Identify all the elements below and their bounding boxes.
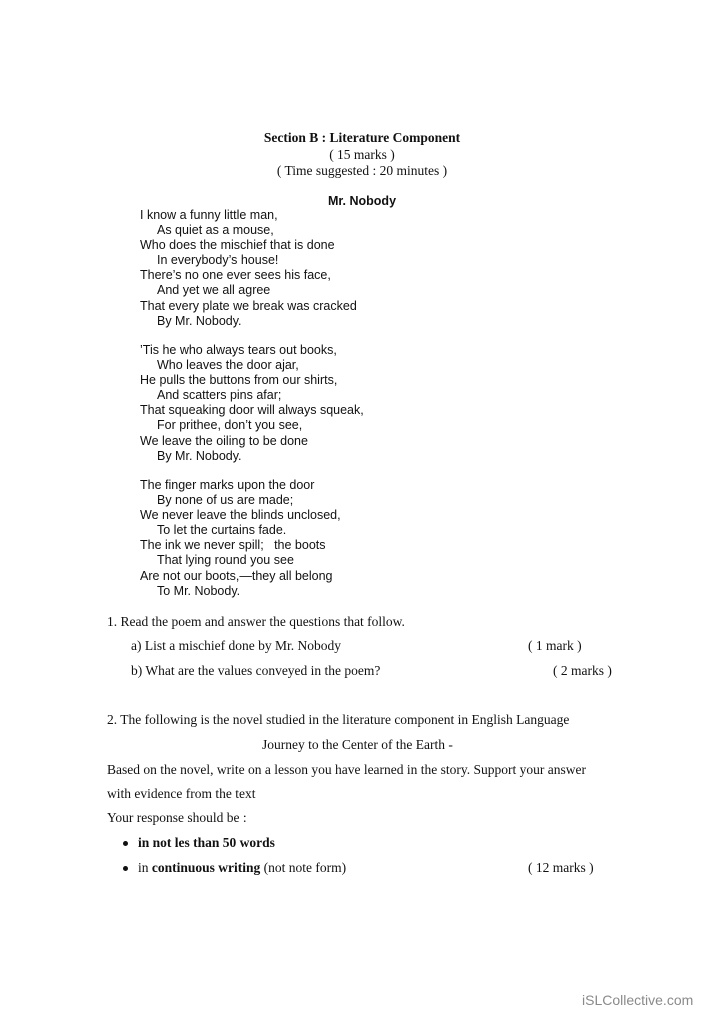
poem-line: I know a funny little man, [140,208,278,222]
question-2-instruction-cont: with evidence from the text [107,786,256,801]
question-2-prompt: 2. The following is the novel studied in the literature component in English Language [107,712,570,727]
question-1a: a) List a mischief done by Mr. Nobody [131,638,341,653]
bullet-icon [123,841,128,846]
poem-line: By Mr. Nobody. [157,313,242,328]
response-label: Your response should be : [107,810,247,825]
requirement-emphasis: continuous writing [151,860,261,875]
poem-line: Are not our boots,—they all belong [140,568,333,583]
poem-stanza-1 [140,208,357,329]
poem-line: For prithee, don’t you see, [157,418,303,433]
requirement-word-count: in not les than 50 words [138,835,275,850]
poem-line: Who leaves the door ajar, [157,358,299,373]
question-1b-marks: ( 2 marks ) [553,663,612,678]
section-title: Section B : Literature Component [263,130,461,145]
novel-title: Journey to the Center of the Earth - [262,737,453,752]
poem-line: That squeaking door will always squeak, [140,403,364,418]
question-1-prompt: 1. Read the poem and answer the questions that follow. [107,614,405,629]
poem-line: In everybody’s house! [157,253,279,268]
watermark: iSLCollective.com [582,992,694,1008]
question-2-instruction: Based on the novel, write on a lesson you have learned in the story. Support your answer [107,762,587,777]
time-suggested: ( Time suggested : 20 minutes ) [276,163,448,178]
poem-line: That lying round you see [157,553,294,568]
requirement-suffix: (not note form) [260,860,347,875]
poem-title: Mr. Nobody [327,194,397,208]
poem-line: To let the curtains fade. [157,523,287,538]
poem-line: We never leave the blinds unclosed, [140,508,341,523]
bullet-icon [123,866,128,871]
poem-stanza-3 [140,478,341,599]
question-1b: b) What are the values conveyed in the poem? [131,663,381,678]
poem-line: And scatters pins afar; [157,388,282,403]
poem-line: By Mr. Nobody. [157,448,242,463]
requirement-prefix: in [138,860,152,875]
poem-line: He pulls the buttons from our shirts, [140,373,338,388]
poem-line: And yet we all agree [157,283,271,298]
poem-line: Who does the mischief that is done [140,238,335,253]
poem-line: There’s no one ever sees his face, [140,268,331,283]
poem-stanza-2 [140,343,364,464]
section-marks: ( 15 marks ) [329,147,395,162]
poem-line: We leave the oiling to be done [140,433,308,448]
poem-line: By none of us are made; [157,493,294,508]
poem-line: That every plate we break was cracked [140,298,357,313]
poem-line: ’Tis he who always tears out books, [140,343,337,357]
poem-line: The ink we never spill; the boots [140,538,326,553]
question-1a-marks: ( 1 mark ) [528,638,582,653]
question-2-marks: ( 12 marks ) [528,860,594,875]
poem-line: The finger marks upon the door [140,478,315,492]
poem-line: As quiet as a mouse, [157,223,274,238]
requirement-continuous-writing [138,860,346,876]
poem-line: To Mr. Nobody. [157,583,241,598]
